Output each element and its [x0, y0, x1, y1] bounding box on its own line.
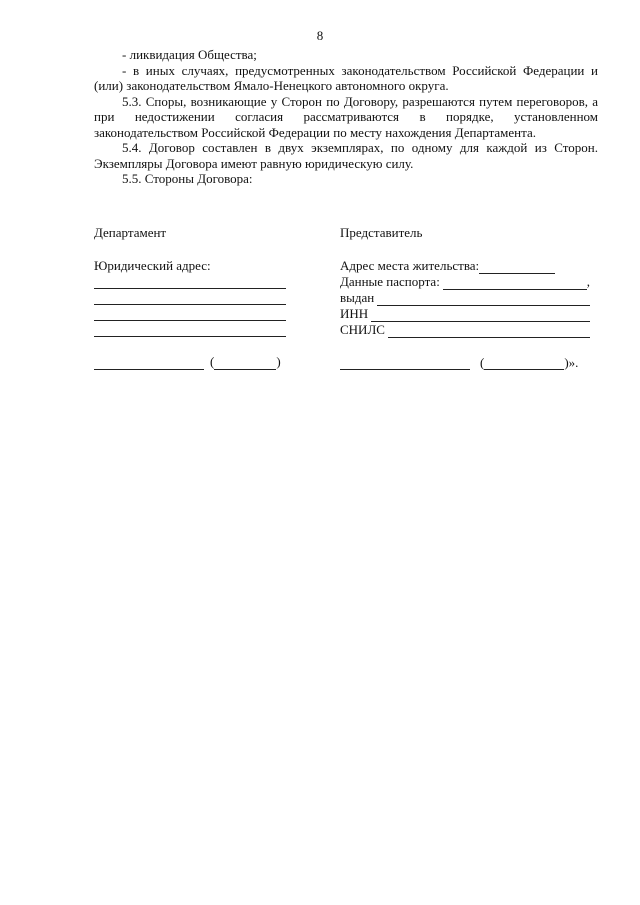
legal-address-line-2 [94, 289, 286, 305]
department-title: Департамент [94, 225, 167, 240]
legal-address-label: Юридический адрес: [94, 257, 211, 273]
residence-line [479, 262, 555, 274]
page-number: 8 [316, 28, 324, 43]
issued-line [377, 294, 590, 306]
paragraph-5-4: 5.4. Договор составлен в двух экземплярах, по одному для каждой из Сторон. Экземпляры Договора имеют равную юридическую силу. [94, 140, 598, 171]
passport-trailing-comma: , [586, 274, 590, 289]
department-name-line [214, 358, 276, 370]
inn-row [340, 306, 590, 322]
department-signature-row [94, 354, 294, 370]
legal-address-line-1 [94, 273, 286, 289]
representative-signature-row [340, 355, 590, 371]
representative-name-line [484, 358, 564, 370]
body-text [94, 47, 598, 187]
representative-signature-block [340, 225, 590, 370]
inn-label: ИНН [340, 306, 369, 321]
passport-label: Данные паспорта: [340, 274, 440, 289]
inn-line [371, 310, 590, 322]
issued-label: выдан [340, 290, 375, 305]
snils-row [340, 322, 590, 338]
department-signature-line [94, 358, 204, 370]
snils-label: СНИЛС [340, 322, 385, 337]
passport-line [443, 278, 587, 290]
paragraph-liquidation: - ликвидация Общества; [122, 47, 257, 62]
residence-label: Адрес места жительства: [340, 258, 480, 273]
paragraph-5-3: 5.3. Споры, возникающие у Сторон по Договору, разрешаются путем переговоров, а при недостижении согласия рассматриваются в порядке, установленном законодательством Российской Федерации по месту нахождения Департамента. [94, 93, 598, 140]
representative-name-open-paren: ( [480, 354, 485, 370]
department-signature-block [94, 225, 294, 370]
issued-row [340, 290, 590, 306]
representative-signature-line [340, 358, 470, 370]
representative-name-close: )». [564, 354, 579, 370]
snils-line [388, 326, 590, 338]
department-name-close-paren: ) [276, 354, 281, 369]
paragraph-5-5: 5.5. Стороны Договора: [122, 171, 253, 186]
department-name-open-paren: ( [210, 354, 215, 369]
legal-address-line-4 [94, 321, 286, 337]
residence-row [340, 258, 590, 274]
representative-title: Представитель [340, 225, 423, 240]
paragraph-other-cases: - в иных случаях, предусмотренных законодательством Российской Федерации и (или) законодательством Ямало-Ненецкого автономного округа. [94, 62, 598, 93]
legal-address-line-3 [94, 305, 286, 321]
passport-row [340, 274, 590, 290]
